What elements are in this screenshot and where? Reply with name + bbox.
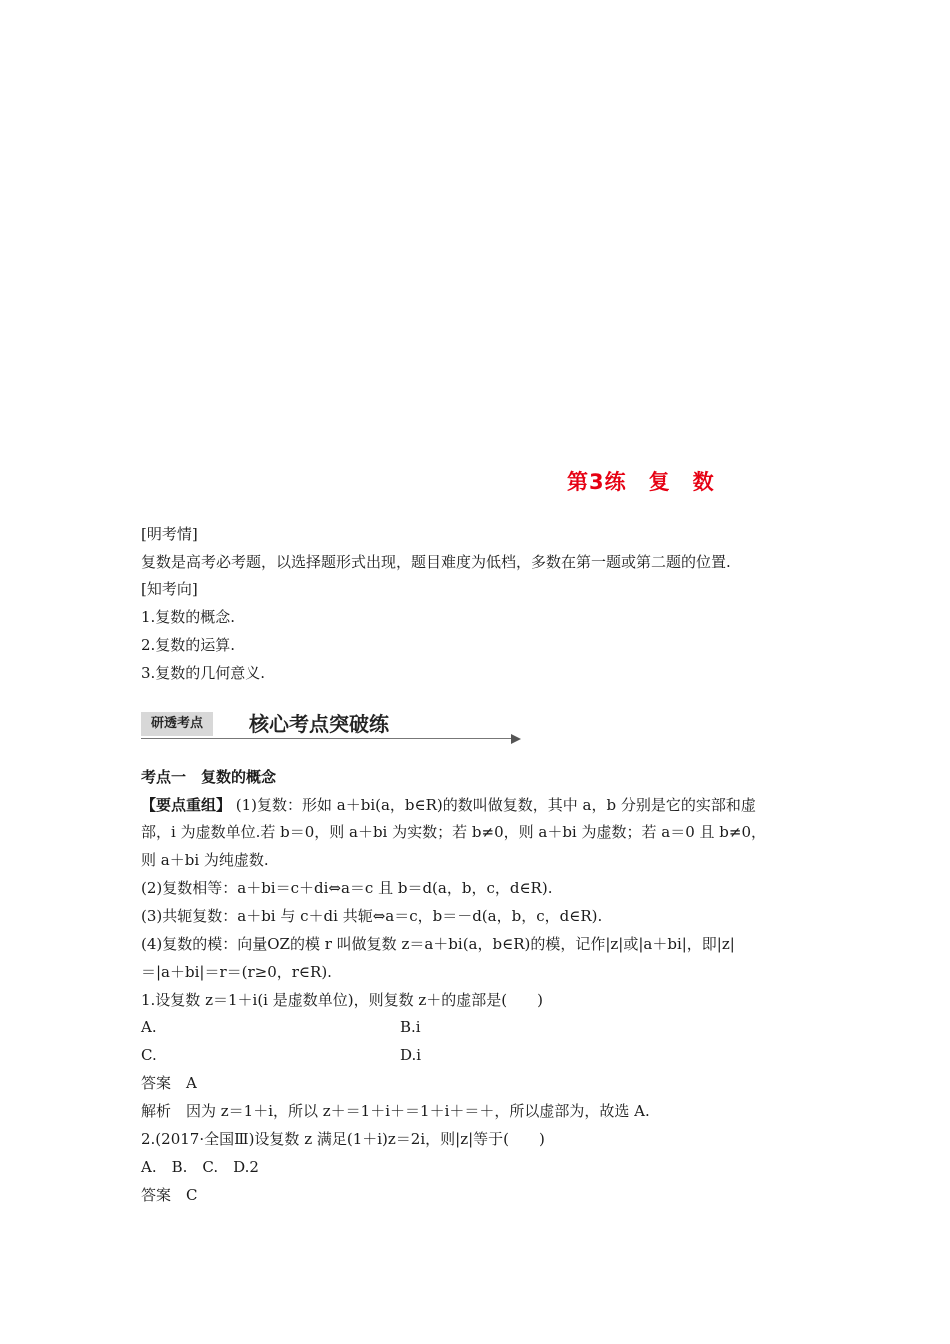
key-point-conjugate: (3)共轭复数：a＋bi 与 c＋di 共轭⇔a＝c，b＝－d(a，b，c，d∈R). (141, 907, 603, 925)
section-banner (141, 706, 523, 746)
key-points-text: (1)复数：形如 a＋bi(a，b∈R)的数叫做复数，其中 a，b 分别是它的实部和虚 (231, 796, 756, 814)
key-points-label: 【要点重组】 (141, 796, 232, 814)
key-point-modulus: ＝|a＋bi|＝r＝(r≥0，r∈R). (141, 963, 332, 981)
topic-item: 2.复数的运算. (141, 636, 236, 654)
choice-b: B.i (400, 1018, 421, 1036)
key-points-text: 部，i 为虚数单位.若 b＝0，则 a＋bi 为实数；若 b≠0，则 a＋bi 为虚数；若 a＝0 且 b≠0， (141, 823, 766, 841)
page-title: 第3练 复 数 (567, 470, 715, 494)
banner-rule (141, 738, 513, 739)
question-2-stem: 2.(2017·全国Ⅲ)设复数 z 满足(1＋i)z＝2i，则|z|等于( ) (141, 1130, 545, 1148)
answer: 答案 C (141, 1186, 198, 1204)
intro-heading-kaoxiang: [知考向] (141, 580, 198, 598)
question-1-stem: 1.设复数 z＝1＋i(i 是虚数单位)，则复数 z＋的虚部是( ) (141, 991, 543, 1009)
arrow-icon (511, 734, 521, 744)
question-2-choices: A. B. C. D.2 (141, 1158, 259, 1176)
analysis: 解析 因为 z＝1＋i，所以 z＋＝1＋i＋＝1＋i＋＝＋，所以虚部为，故选 A. (141, 1102, 650, 1120)
key-points-line (141, 795, 756, 815)
key-points-text: 则 a＋bi 为纯虚数. (141, 851, 269, 869)
intro-text: 复数是高考必考题，以选择题形式出现，题目难度为低档，多数在第一题或第二题的位置. (141, 553, 731, 571)
answer: 答案 A (141, 1074, 197, 1092)
banner-heading: 核心考点突破练 (249, 712, 389, 736)
key-point-modulus: (4)复数的模：向量OZ的模 r 叫做复数 z＝a＋bi(a，b∈R)的模，记作|z|或|a＋bi|，即|z| (141, 935, 735, 953)
intro-heading-kaoqing: [明考情] (141, 525, 198, 543)
topic-item: 3.复数的几何意义. (141, 664, 266, 682)
banner-tag: 研透考点 (141, 712, 213, 736)
key-point-equality: (2)复数相等：a＋bi＝c＋di⇔a＝c 且 b＝d(a，b，c，d∈R). (141, 879, 553, 897)
section-title: 考点一 复数的概念 (141, 768, 277, 786)
choice-d: D.i (400, 1046, 422, 1064)
topic-item: 1.复数的概念. (141, 608, 236, 626)
choice-a: A. (141, 1018, 157, 1036)
choice-c: C. (141, 1046, 157, 1064)
